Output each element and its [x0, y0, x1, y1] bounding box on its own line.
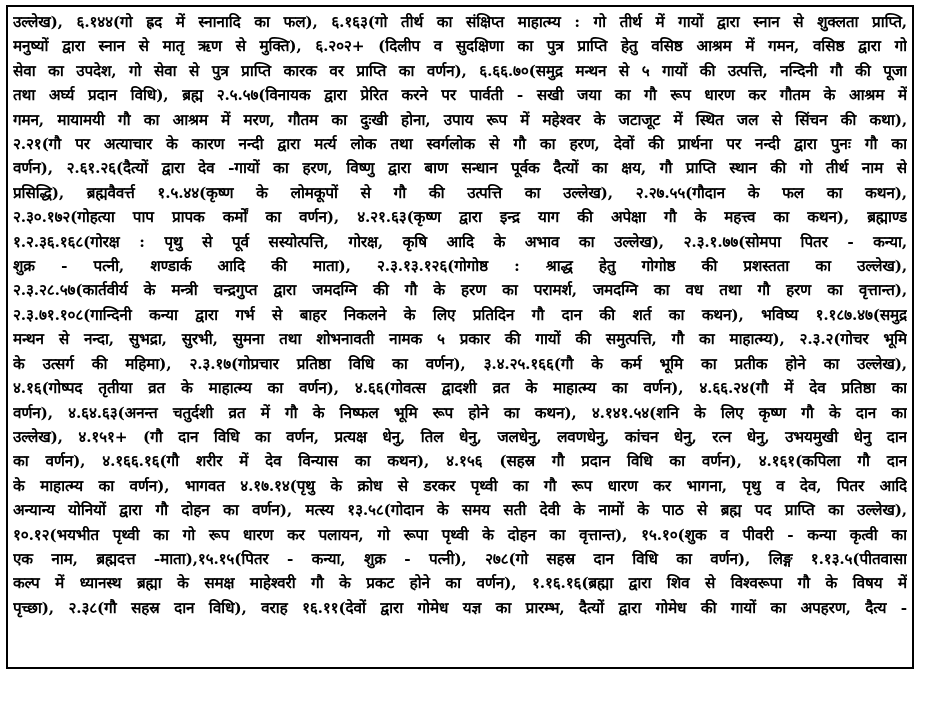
text-line: अन्यान्य योनियों द्वारा गौ दोहन का वर्णन), मत्स्य १३.५८(गोदान के समय सती देवी के नामों के पाठ से ब्रह्म पद प्राप्ति का उल्लेख), [13, 501, 907, 520]
text-line: २.३०.१७२(गोहत्या पाप प्रापक कर्मों का वर्णन), ४.२१.६३(कृष्ण द्वारा इन्द्र याग की अपेक्षा गौ के महत्त्व का कथन), ब्रह्माण्ड [13, 208, 907, 227]
text-line: वर्णन), ४.६४.६३(अनन्त चतुर्दशी व्रत में गौ के निष्फल भूमि रूप होने का कथन), ४.१४१.५४(शनि के लिए कृष्ण गौ के दान का [13, 403, 907, 422]
text-line: एक नाम, ब्रह्मदत्त -माता),१५.१५(पितर - कन्या, शुक्र - पत्नी), २७८(गो सहस्र दान विधि का वर्णन), लिङ्ग १.१३.५(पीतवासा [13, 549, 907, 568]
text-line: २.२१(गौ पर अत्याचार के कारण नन्दी द्वारा मर्त्य लोक तथा स्वर्गलोक से गौ का हरण, देवों की प्रार्थना पर नन्दी द्वारा पुनः गौ का [13, 135, 907, 154]
text-line: २.३.७१.१०८(गान्दिनी कन्या द्वारा गर्भ से बाहर निकलने के लिए प्रतिदिन गौ दान की शर्त का कथन), भविष्य १.१८७.४७(समुद्र [13, 305, 907, 324]
text-line: के माहात्म्य का वर्णन), भागवत ४.१७.१४(पृथु के क्रोध से डरकर पृथ्वी का गौ रूप धारण कर भागना, पृथु व देव, पितर आदि [13, 476, 907, 495]
text-line: वर्णन), २.६१.२६(दैत्यों द्वारा देव -गायों का हरण, विष्णु द्वारा बाण सन्धान पूर्वक दैत्यों का क्षय, गौ प्राप्ति स्थान की गो तीर्थ नाम से [13, 159, 907, 178]
text-line: का वर्णन), ४.१६६.१६(गौ शरीर में देव विन्यास का कथन), ४.१५६ (सहस्र गौ प्रदान विधि का वर्णन), ४.१६१(कपिला गौ दान [13, 452, 907, 471]
text-line: कल्प में ध्यानस्थ ब्रह्मा के समक्ष माहेश्वरी गौ के प्रकट होने का वर्णन), १.१६.१६(ब्रह्मा द्वारा शिव से विश्वरूपा गौ के विषय में [13, 574, 907, 593]
text-line: ४.१६(गोष्पद तृतीया व्रत के माहात्म्य का वर्णन), ४.६६(गोवत्स द्वादशी व्रत के माहात्म्य का वर्णन), ४.६६.२४(गौ में देव प्रतिष्ठा का [13, 379, 907, 398]
text-line: सेवा का उपदेश, गो सेवा से पुत्र प्राप्ति कारक वर प्राप्ति का वर्णन), ६.६६.७०(समुद्र मन्थन से ५ गायों की उत्पत्ति, नन्दिनी गौ की पूजा [13, 61, 907, 80]
text-line: उल्लेख), ६.१४४(गो ह्रद में स्नानादि का फल), ६.१६३(गो तीर्थ का संक्षिप्त माहात्म्य : गो तीर्थ में गायों द्वारा स्नान से शुक्लता प्राप्ति, [13, 13, 907, 31]
text-line: २.३.२८.५७(कार्तवीर्य के मन्त्री चन्द्रगुप्त द्वारा जमदग्नि की गौ के हरण का परामर्श, जमदग्नि का वध तथा गौ हरण का वृत्तान्त), [13, 281, 907, 300]
text-line: १०.१२(भयभीत पृथ्वी का गो रूप धारण कर पलायन, गो रूपा पृथ्वी के दोहन का वृत्तान्त), १५.१०(शुक व पीवरी - कन्या कृत्वी का [13, 525, 907, 544]
text-line: प्रसिद्धि), ब्रह्मवैवर्त्त १.५.४४(कृष्ण के लोमकूपों से गौ की उत्पत्ति का उल्लेख), २.२७.५५(गौदान के फल का कथन), [13, 183, 907, 202]
text-line: मनुष्यों द्वारा स्नान से मातृ ऋण से मुक्ति), ६.२०२+ (दिलीप व सुदक्षिणा का पुत्र प्राप्ति हेतु वसिष्ठ आश्रम में गमन, वसिष्ठ द्वारा गो [13, 37, 907, 56]
text-line: गमन, मायामयी गौ का आश्रम में मरण, गौतम का दुःखी होना, उपाय रूप में महेश्वर के जटाजूट में स्थित जल से सिंचन की कथा), [13, 110, 907, 129]
text-line: उल्लेख), ४.१५१+ (गौ दान विधि का वर्णन, प्रत्यक्ष धेनु, तिल धेनु, जलधेनु, लवणधेनु, कांचन धेनु, रत्न धेनु, उभयमुखी धेनु दान [13, 427, 907, 446]
text-line: तथा अर्घ्य प्रदान विधि), ब्रह्म २.५.५७(विनायक द्वारा प्रेरित करने पर पार्वती - सखी जया का गौ रूप धारण कर गौतम के आश्रम में [13, 86, 907, 105]
text-line: मन्थन से नन्दा, सुभद्रा, सुरभी, सुमना तथा शोभनावती नामक ५ प्रकार की गायों की समुत्पत्ति, गौ का माहात्म्य), २.३.२(गोचर भूमि [13, 330, 907, 349]
text-line: १.२.३६.१६८(गोरक्ष : पृथु से पूर्व सस्योत्पत्ति, गोरक्ष, कृषि आदि के अभाव का उल्लेख), २.३.१.७७(सोमपा पितर - कन्या, [13, 232, 907, 251]
text-line: शुक्र - पत्नी, शण्डार्क आदि की माता), २.३.१३.१२६(गोगोष्ठ : श्राद्ध हेतु गोगोष्ठ की प्रशस्तता का उल्लेख), [13, 257, 907, 276]
text-frame [6, 5, 914, 669]
text-line: के उत्सर्ग की महिमा), २.३.१७(गोप्रचार प्रतिष्ठा विधि का वर्णन), ३.४.२५.१६६(गौ के कर्म भूमि का प्रतीक होने का उल्लेख), [13, 354, 907, 373]
text-line: पृच्छा), २.३८(गौ सहस्र दान विधि), वराह १६.११(देवों द्वारा गोमेध यज्ञ का प्रारम्भ, दैत्यों द्वारा गोमेध की गायों का अपहरण, दैत्य - [13, 598, 907, 617]
